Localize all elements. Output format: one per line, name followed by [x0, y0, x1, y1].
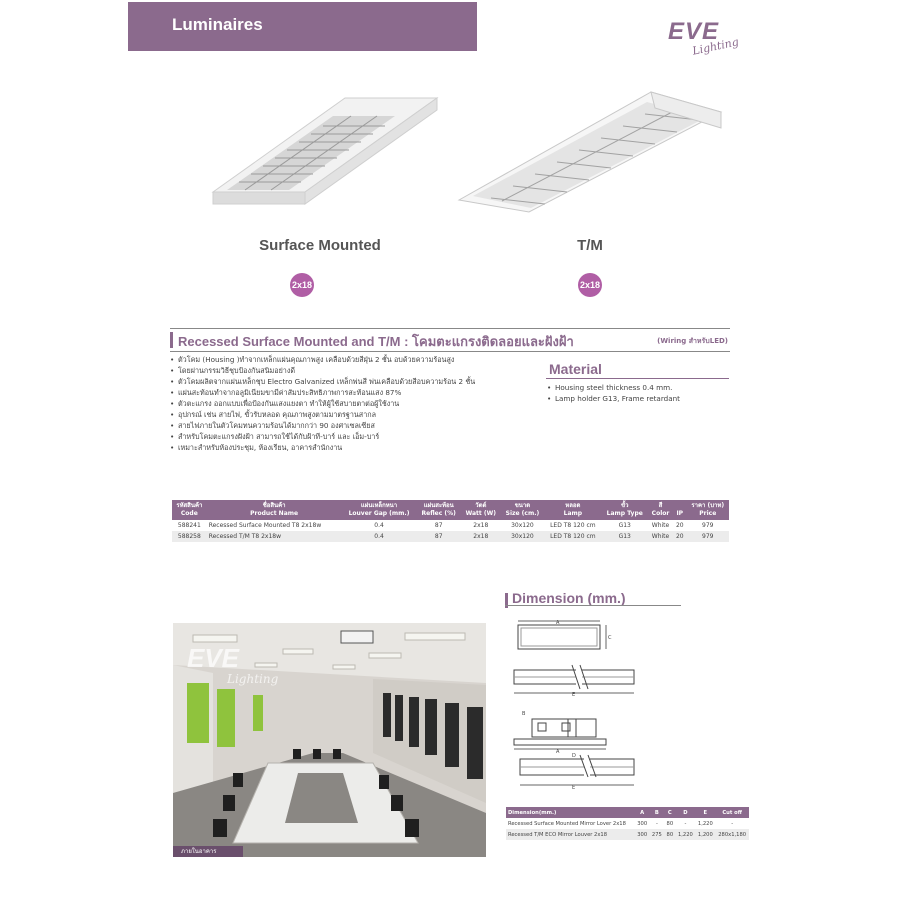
- cell-color: White: [648, 531, 673, 542]
- conference-room-photo: [173, 623, 486, 857]
- cell-code: 588241: [172, 520, 207, 531]
- dim-cell-d: 1,220: [675, 829, 695, 840]
- col-watt: วัตต์ Watt (W): [461, 500, 501, 520]
- feature-item: • แผ่นสะท้อนทำจากอลูมิเนียมขามีค่าสัมประสิทธิภาพการสะท้อนแสง 87%: [170, 387, 530, 398]
- section-title-bar: [170, 328, 730, 352]
- cell-color: White: [648, 520, 673, 531]
- dimension-drawings: [510, 615, 645, 800]
- dim-cell-e: 1,220: [697, 820, 713, 827]
- table-row: [506, 829, 749, 840]
- cell-ip: 20: [673, 520, 686, 531]
- table-row: [172, 531, 729, 542]
- cell-size: 30x120: [501, 531, 545, 542]
- svg-text:B: B: [522, 711, 526, 717]
- conference-room-illustration: [173, 623, 486, 857]
- dim-cell-cutoff: -: [731, 820, 734, 827]
- section-note: (Wiring สำหรับLED): [657, 337, 728, 345]
- section-title: Recessed Surface Mounted and T/M : โคมตะแกรงติดลอยและฝังฝ้า: [178, 334, 574, 349]
- dim-cell-name: Recessed T/M ECO Mirror Louver 2x18: [506, 829, 635, 840]
- dim-col-b: B: [650, 807, 665, 818]
- section-title-accent: [170, 332, 173, 348]
- dimension-title: Dimension (mm.): [512, 590, 626, 606]
- material-rule: [546, 378, 729, 379]
- svg-text:C: C: [608, 635, 612, 641]
- cell-lamp-type: G13: [602, 531, 648, 542]
- feature-item: • ตัวตะแกรง ออกแบบเพื่อป้องกันแสงแยงตา ทำให้ผู้ใช้สบายตาต่อผู้ใช้งาน: [170, 398, 530, 409]
- brand-logo: EVE: [668, 18, 720, 45]
- feature-list: [170, 354, 530, 453]
- dim-cell-cutoff: 280x1,180: [715, 829, 749, 840]
- cell-price: 979: [687, 520, 730, 531]
- col-code: รหัสสินค้า Code: [172, 500, 207, 520]
- material-item: • Housing steel thickness 0.4 mm.: [547, 382, 680, 393]
- dim-cell-d: -: [684, 820, 687, 827]
- dim-col-cutoff: Cut off: [715, 807, 749, 818]
- col-size: ขนาด Size (cm.): [501, 500, 545, 520]
- cell-reflec: 87: [417, 520, 461, 531]
- cell-louver: 0.4: [342, 531, 417, 542]
- feature-item: • เหมาะสำหรับห้องประชุม, ห้องเรียน, อาคารสำนักงาน: [170, 442, 530, 453]
- dim-cell-a: 300: [635, 829, 650, 840]
- photo-caption: ภายในอาคาร: [173, 846, 243, 857]
- cell-lamp: LED T8 120 cm: [544, 531, 601, 542]
- dim-cell-name: Recessed Surface Mounted Mirror Lover 2x18: [508, 820, 626, 827]
- dim-col-name: Dimension(mm.): [506, 807, 635, 818]
- cell-name: Recessed T/M T8 2x18w: [207, 531, 342, 542]
- col-louver: แผ่นเหล็กหนา Louver Gap (mm.): [342, 500, 417, 520]
- svg-text:A: A: [556, 749, 560, 755]
- spec-table: [172, 500, 729, 542]
- cell-watt: 2x18: [461, 531, 501, 542]
- col-lamp: หลอด Lamp: [544, 500, 601, 520]
- dimension-table-header: [506, 807, 749, 818]
- watt-badge-surface-mounted: 2x18: [290, 273, 314, 297]
- col-color: สี Color: [648, 500, 673, 520]
- material-item: • Lamp holder G13, Frame retardant: [547, 393, 680, 404]
- cell-price: 979: [687, 531, 730, 542]
- feature-item: • โดยผ่านกรรมวิธีชุบป้องกันสนิมอย่างดี: [170, 365, 530, 376]
- dim-cell-c: 80: [666, 820, 674, 827]
- dimension-table: [506, 807, 749, 840]
- spec-table-header: [172, 500, 729, 520]
- section-header-title: Luminaires: [172, 15, 263, 34]
- dim-col-d: D: [675, 807, 695, 818]
- dim-col-c: C: [664, 807, 675, 818]
- cell-reflec: 87: [417, 531, 461, 542]
- cell-name: Recessed Surface Mounted T8 2x18w: [207, 520, 342, 531]
- surface-mounted-product-image: [205, 92, 440, 212]
- photo-watermark: EVE: [187, 643, 240, 673]
- feature-item: • สำหรับโคมตะแกรงฝังฝ้า สามารถใช้ได้กับฝ้าที-บาร์ และ เอ็ม-บาร์: [170, 431, 530, 442]
- section-header-band: [128, 2, 477, 51]
- col-price: ราคา (บาท) Price: [687, 500, 730, 520]
- col-name: ชื่อสินค้า Product Name: [207, 500, 342, 520]
- table-row: [172, 520, 729, 531]
- feature-item: • สายไฟภายในตัวโคมทนความร้อนได้มากกว่า 90 องศาเซลเซียส: [170, 420, 530, 431]
- dim-cell-b: 275: [650, 829, 665, 840]
- cell-code: 588258: [172, 531, 207, 542]
- material-title: Material: [549, 361, 602, 377]
- table-row: [506, 818, 749, 829]
- dim-cell-b: -: [655, 820, 658, 827]
- product-name-tm: T/M: [577, 237, 603, 254]
- dimension-rule: [505, 605, 681, 606]
- col-ip: IP: [673, 500, 686, 520]
- feature-item: • ตัวโคม (Housing )ทำจากเหล็กแผ่นคุณภาพสูง เคลือบด้วยสีฝุ่น 2 ชั้น อบด้วยความร้อนสูง: [170, 354, 530, 365]
- cell-watt: 2x18: [461, 520, 501, 531]
- dim-col-a: A: [635, 807, 650, 818]
- svg-text:E: E: [572, 692, 576, 698]
- photo-watermark-sub: Lighting: [227, 672, 279, 686]
- dim-cell-c: 80: [664, 829, 675, 840]
- brand-logo-sub: Lighting: [691, 35, 740, 58]
- cell-size: 30x120: [501, 520, 545, 531]
- feature-item: • อุปกรณ์ เช่น สายไฟ, ขั้วรับหลอด คุณภาพสูงตามมาตรฐานสากล: [170, 409, 530, 420]
- dim-col-e: E: [695, 807, 715, 818]
- cell-ip: 20: [673, 531, 686, 542]
- svg-text:E: E: [572, 785, 576, 791]
- tm-product-image: [455, 88, 725, 218]
- material-list: [547, 382, 680, 404]
- feature-item: • ตัวโคมผลิตจากแผ่นเหล็กชุบ Electro Galvanized เหล็กพ่นสี พ่นเคลือบด้วยสีอบความร้อน 2 ชั้น: [170, 376, 530, 387]
- watt-badge-tm: 2x18: [578, 273, 602, 297]
- svg-text:D: D: [572, 753, 576, 759]
- product-name-surface-mounted: Surface Mounted: [259, 237, 381, 254]
- dim-cell-a: 300: [637, 820, 648, 827]
- cell-louver: 0.4: [342, 520, 417, 531]
- dim-cell-e: 1,200: [695, 829, 715, 840]
- svg-text:A: A: [556, 620, 560, 626]
- col-reflec: แผ่นสะท้อน Reflec (%): [417, 500, 461, 520]
- cell-lamp: LED T8 120 cm: [544, 520, 601, 531]
- col-lamp-type: ขั้ว Lamp Type: [602, 500, 648, 520]
- cell-lamp-type: G13: [602, 520, 648, 531]
